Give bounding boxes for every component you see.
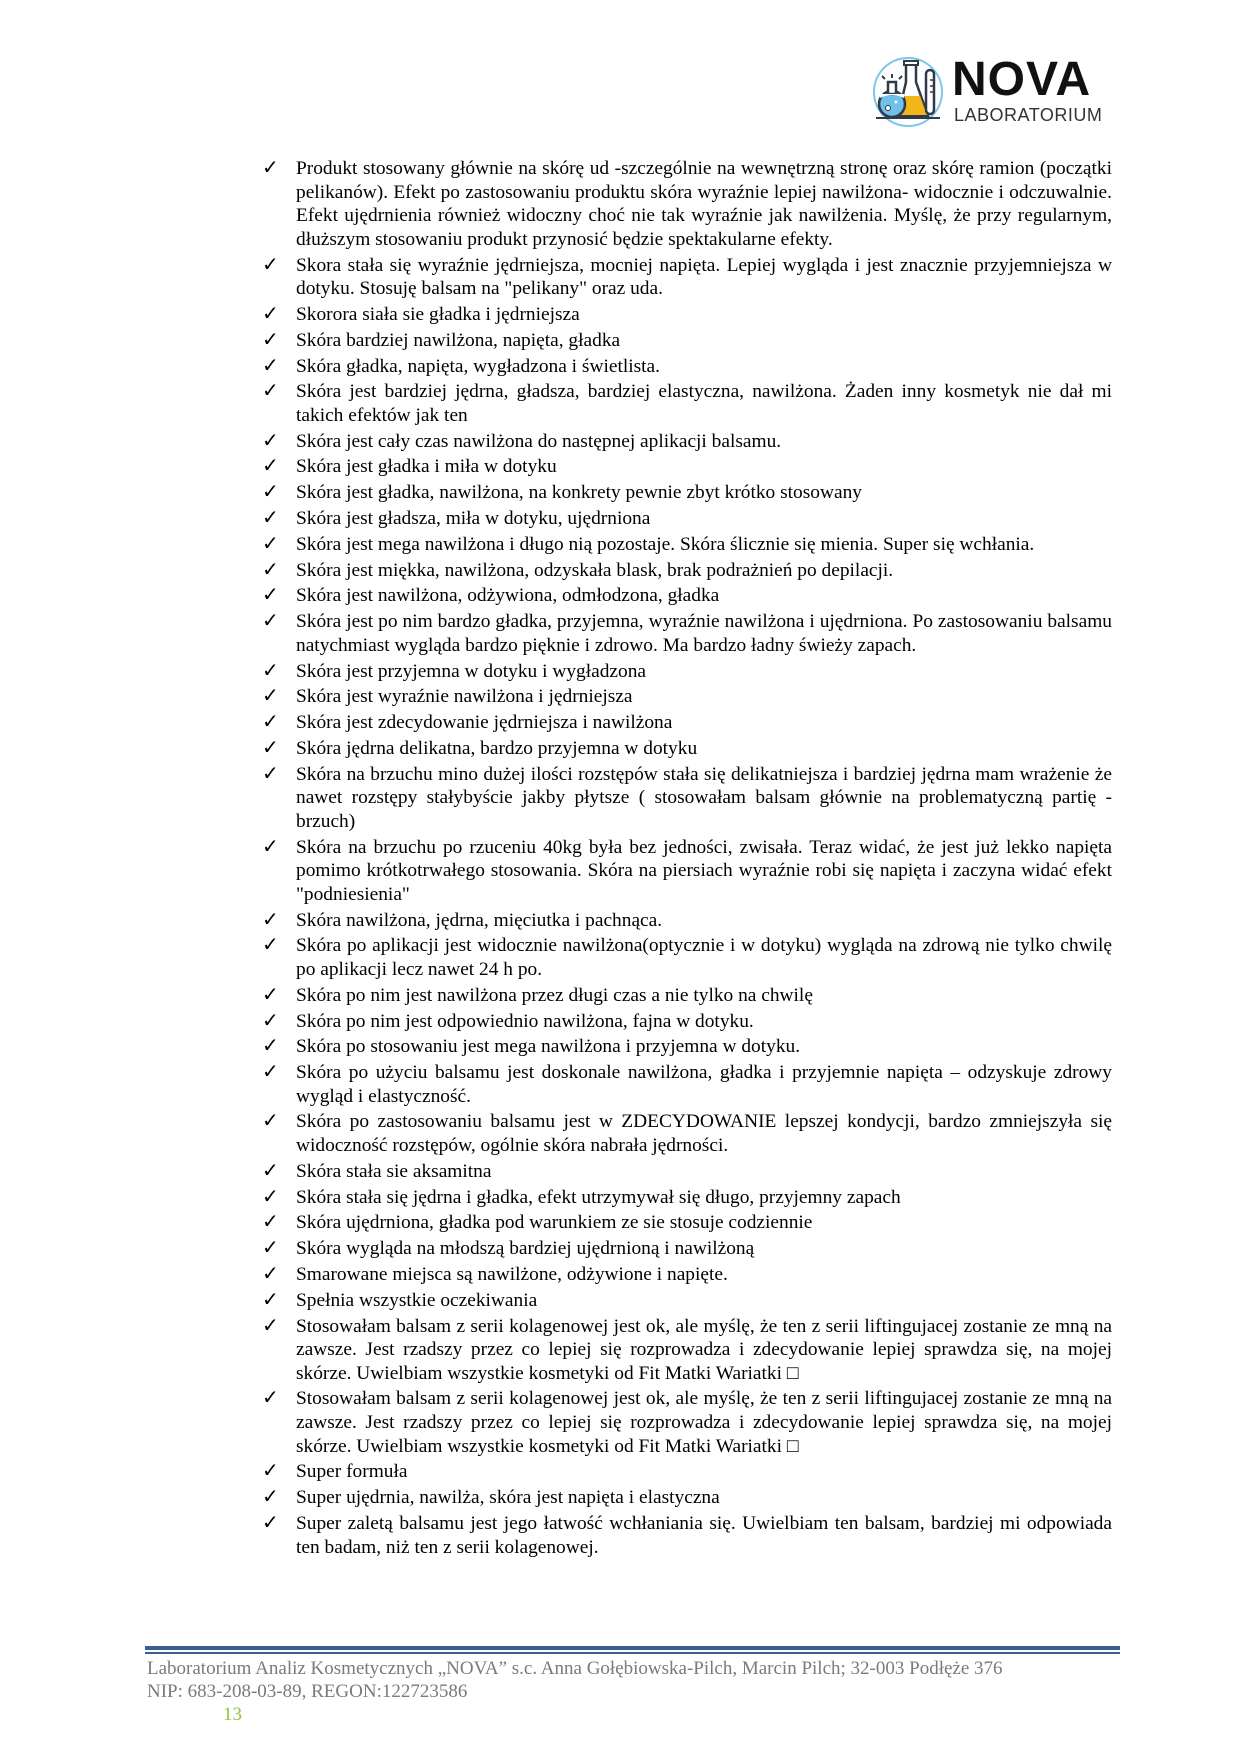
page-number: 13 <box>223 1704 242 1725</box>
review-text: Skóra na brzuchu po rzuceniu 40kg była bez jedności, zwisała. Teraz widać, że jest już lekko napięta pomimo krótkotrwałego stosowania. Skóra na piersiach wyraźnie robi się napięta i zaczyna widać efekt "podniesienia" <box>296 836 1112 905</box>
review-text: Skóra jędrna delikatna, bardzo przyjemna w dotyku <box>296 737 698 759</box>
review-text: Skóra jest nawilżona, odżywiona, odmłodzona, gładka <box>296 585 720 607</box>
lab-flasks-icon <box>870 52 950 132</box>
review-item <box>262 481 1112 505</box>
checkmark-icon: ✓ <box>262 530 279 555</box>
review-item <box>262 1183 1112 1210</box>
footer-address: Laboratorium Analiz Kosmetycznych „NOVA” s.c. Anna Gołębiowska-Pilch, Marcin Pilch; 32-003 Podłęże 376 <box>147 1658 1003 1679</box>
review-text: Stosowałam balsam z serii kolagenowej jest ok, ale myślę, że ten z serii liftingujacej zostanie ze mną na zawsze. Jest rzadszy przez co lepiej się rozprowadza i zdecydowanie lepiej sprawdza się, na mojej skórze. Uwielbiam wszystkie kosmetyki od Fit Matki Wariatki □ <box>296 1388 1112 1457</box>
review-text: Skóra jest miękka, nawilżona, odzyskała blask, brak podrażnień po depilacji. <box>296 559 894 581</box>
review-text: Skóra jest bardziej jędrna, gładsza, bardziej elastyczna, nawilżona. Żaden inny kosmetyk nie dał mi takich efektów jak ten <box>296 381 1112 426</box>
review-text: Skóra jest cały czas nawilżona do następnej aplikacji balsamu. <box>296 430 782 452</box>
review-item <box>262 906 1112 933</box>
checkmark-icon: ✓ <box>262 1059 279 1084</box>
checkmark-icon: ✓ <box>262 378 279 403</box>
review-item <box>262 1211 1112 1235</box>
footer <box>147 1657 1003 1703</box>
review-text: Skóra ujędrniona, gładka pod warunkiem ze sie stosuje codziennie <box>296 1212 813 1234</box>
checkmark-icon: ✓ <box>262 1108 279 1133</box>
checkmark-icon: ✓ <box>262 734 279 759</box>
checkmark-icon: ✓ <box>262 1183 279 1208</box>
review-item <box>262 1460 1112 1484</box>
nova-logo <box>870 52 1110 132</box>
review-text: Super zaletą balsamu jest jego łatwość wchłaniania się. Uwielbiam ten balsam, bardziej mi odpowiada ten badam, niż ten z serii kolagenowej. <box>296 1513 1112 1558</box>
review-item <box>262 1157 1112 1184</box>
review-item <box>262 507 1112 531</box>
review-item <box>262 760 1112 834</box>
checkmark-icon: ✓ <box>262 1385 279 1410</box>
review-item <box>262 1286 1112 1313</box>
review-text: Skóra po stosowaniu jest mega nawilżona i przyjemna w dotyku. <box>296 1036 801 1058</box>
review-item <box>262 584 1112 608</box>
checkmark-icon: ✓ <box>262 1235 279 1260</box>
review-item <box>262 251 1112 301</box>
review-text: Skóra jest przyjemna w dotyku i wygładzona <box>296 660 647 682</box>
review-text: Skóra jest wyraźnie nawilżona i jędrniejsza <box>296 686 633 708</box>
checkmark-icon: ✓ <box>262 1260 279 1285</box>
review-text: Super ujędrnia, nawilża, skóra jest napięta i elastyczna <box>296 1487 720 1509</box>
review-text: Skóra jest gładka i miła w dotyku <box>296 456 557 478</box>
logo-title: NOVA <box>952 53 1092 106</box>
review-item <box>262 711 1112 735</box>
review-text: Skóra nawilżona, jędrna, mięciutka i pachnąca. <box>296 909 663 931</box>
review-item <box>262 981 1112 1008</box>
checkmark-icon: ✓ <box>262 608 279 633</box>
checkmark-icon: ✓ <box>262 1286 279 1311</box>
review-item <box>262 1512 1112 1559</box>
footer-tax-ids: NIP: 683-208-03-89, REGON:122723586 <box>147 1681 468 1702</box>
checkmark-icon: ✓ <box>262 352 279 377</box>
checkmark-icon: ✓ <box>262 833 279 858</box>
review-item <box>262 380 1112 427</box>
checkmark-icon: ✓ <box>262 479 279 504</box>
review-item <box>262 685 1112 709</box>
checkmark-icon: ✓ <box>262 582 279 607</box>
checkmark-icon: ✓ <box>262 1312 279 1337</box>
checkmark-icon: ✓ <box>262 981 279 1006</box>
checkmark-icon: ✓ <box>262 1458 279 1483</box>
review-text: Skóra po użyciu balsamu jest doskonale nawilżona, gładka i przyjemnie napięta – odzyskuje zdrowy wygląd i elastyczność. <box>296 1062 1112 1107</box>
checkmark-icon: ✓ <box>262 556 279 581</box>
review-item <box>262 1387 1112 1458</box>
review-text: Skóra jest zdecydowanie jędrniejsza i nawilżona <box>296 712 673 734</box>
checkmark-icon: ✓ <box>262 453 279 478</box>
review-item <box>262 326 1112 353</box>
review-text: Skóra gładka, napięta, wygładzona i świetlista. <box>296 355 661 377</box>
checkmark-icon: ✓ <box>262 657 279 682</box>
checkmark-icon: ✓ <box>262 251 279 276</box>
review-item <box>262 1110 1112 1157</box>
checkmark-icon: ✓ <box>262 709 279 734</box>
review-text: Skóra jest gładka, nawilżona, na konkrety pewnie zbyt krótko stosowany <box>296 482 862 504</box>
review-item <box>262 1035 1112 1059</box>
checkmark-icon: ✓ <box>262 155 279 179</box>
checkmark-icon: ✓ <box>262 1484 279 1509</box>
review-item <box>262 1260 1112 1287</box>
review-item <box>262 1007 1112 1034</box>
review-text: Skóra jest po nim bardzo gładka, przyjemna, wyraźnie nawilżona i ujędrniona. Po zastosowaniu balsamu natychmiast wygląda bardzo pięknie i zdrowo. Ma bardzo ładny świeży zapach. <box>296 611 1112 656</box>
review-text: Super formuła <box>296 1461 408 1483</box>
review-text: Skorora siała sie gładka i jędrniejsza <box>296 303 580 325</box>
review-item <box>262 352 1112 379</box>
review-item <box>262 427 1112 454</box>
checkmark-icon: ✓ <box>262 1209 279 1234</box>
review-text: Skóra jest mega nawilżona i długo nią pozostaje. Skóra ślicznie się mienia. Super się wchłania. <box>296 533 1035 555</box>
checkmark-icon: ✓ <box>262 427 279 452</box>
review-list <box>262 157 1112 1561</box>
review-item <box>262 530 1112 557</box>
checkmark-icon: ✓ <box>262 1033 279 1058</box>
footer-divider <box>145 1646 1120 1654</box>
review-text: Skóra na brzuchu mino dużej ilości rozstępów stała się delikatniejsza i bardziej jędrna mam wrażenie że nawet rozstępy stałybyście jakby płytsze ( stosowałam balsam głównie na problematyczną partię - brzuch) <box>296 763 1112 832</box>
checkmark-icon: ✓ <box>262 932 279 957</box>
checkmark-icon: ✓ <box>262 326 279 351</box>
checkmark-icon: ✓ <box>262 683 279 708</box>
review-item <box>262 300 1112 327</box>
review-text: Skóra po nim jest nawilżona przez długi czas a nie tylko na chwilę <box>296 984 813 1006</box>
review-item <box>262 1486 1112 1510</box>
checkmark-icon: ✓ <box>262 1510 279 1534</box>
review-text: Skóra jest gładsza, miła w dotyku, ujędrniona <box>296 508 651 529</box>
checkmark-icon: ✓ <box>262 300 279 325</box>
review-item <box>262 157 1112 251</box>
review-item <box>262 1061 1112 1108</box>
review-item <box>262 833 1112 907</box>
review-text: Spełnia wszystkie oczekiwania <box>296 1289 538 1311</box>
review-item <box>262 1312 1112 1386</box>
checkmark-icon: ✓ <box>262 1007 279 1032</box>
review-text: Stosowałam balsam z serii kolagenowej jest ok, ale myślę, że ten z serii liftingujacej zostanie ze mną na zawsze. Jest rzadszy przez co lepiej się rozprowadza i zdecydowanie lepiej sprawdza się, na mojej skórze. Uwielbiam wszystkie kosmetyki od Fit Matki Wariatki □ <box>296 1315 1112 1384</box>
checkmark-icon: ✓ <box>262 505 279 529</box>
review-text: Produkt stosowany głównie na skórę ud -szczególnie na wewnętrzną stronę oraz skórę ramion (początki pelikanów). Efekt po zastosowaniu produktu skóra wyraźnie lepiej nawilżona- widocznie i odczuwalnie. Efekt ujędrnienia również widoczny choć nie tak wyraźnie jak nawilżenia. Myślę, że przy regularnym, dłuższym stosowaniu produkt przynosić będzie spektakularne efekty. <box>296 158 1112 250</box>
review-text: Skora stała się wyraźnie jędrniejsza, mocniej napięta. Lepiej wygląda i jest znacznie przyjemniejsza w dotyku. Stosuję balsam na "pelikany" oraz uda. <box>296 254 1112 300</box>
checkmark-icon: ✓ <box>262 906 279 931</box>
review-text: Skóra bardziej nawilżona, napięta, gładka <box>296 329 621 351</box>
review-text: Skóra wygląda na młodszą bardziej ujędrnioną i nawilżoną <box>296 1238 755 1260</box>
checkmark-icon: ✓ <box>262 760 279 785</box>
review-item <box>262 934 1112 981</box>
review-text: Skóra po zastosowaniu balsamu jest w ZDECYDOWANIE lepszej kondycji, bardzo zmniejszyła się widoczność rozstępów, ogólnie skóra nabrała jędrności. <box>296 1111 1112 1157</box>
review-item <box>262 556 1112 583</box>
review-item <box>262 455 1112 479</box>
review-item <box>262 1237 1112 1261</box>
checkmark-icon: ✓ <box>262 1157 279 1182</box>
review-item <box>262 657 1112 684</box>
review-text: Skóra po nim jest odpowiednio nawilżona, fajna w dotyku. <box>296 1010 754 1032</box>
review-item <box>262 734 1112 761</box>
review-text: Skóra stała się jędrna i gładka, efekt utrzymywał się długo, przyjemny zapach <box>296 1186 901 1208</box>
review-text: Skóra stała sie aksamitna <box>296 1160 492 1182</box>
review-text: Skóra po aplikacji jest widocznie nawilżona(optycznie i w dotyku) wygląda na zdrową nie tylko chwilę po aplikacji lecz nawet 24 h po. <box>296 935 1112 980</box>
logo-subtitle: LABORATORIUM <box>954 105 1103 125</box>
review-text: Smarowane miejsca są nawilżone, odżywione i napięte. <box>296 1263 728 1285</box>
review-item <box>262 610 1112 657</box>
